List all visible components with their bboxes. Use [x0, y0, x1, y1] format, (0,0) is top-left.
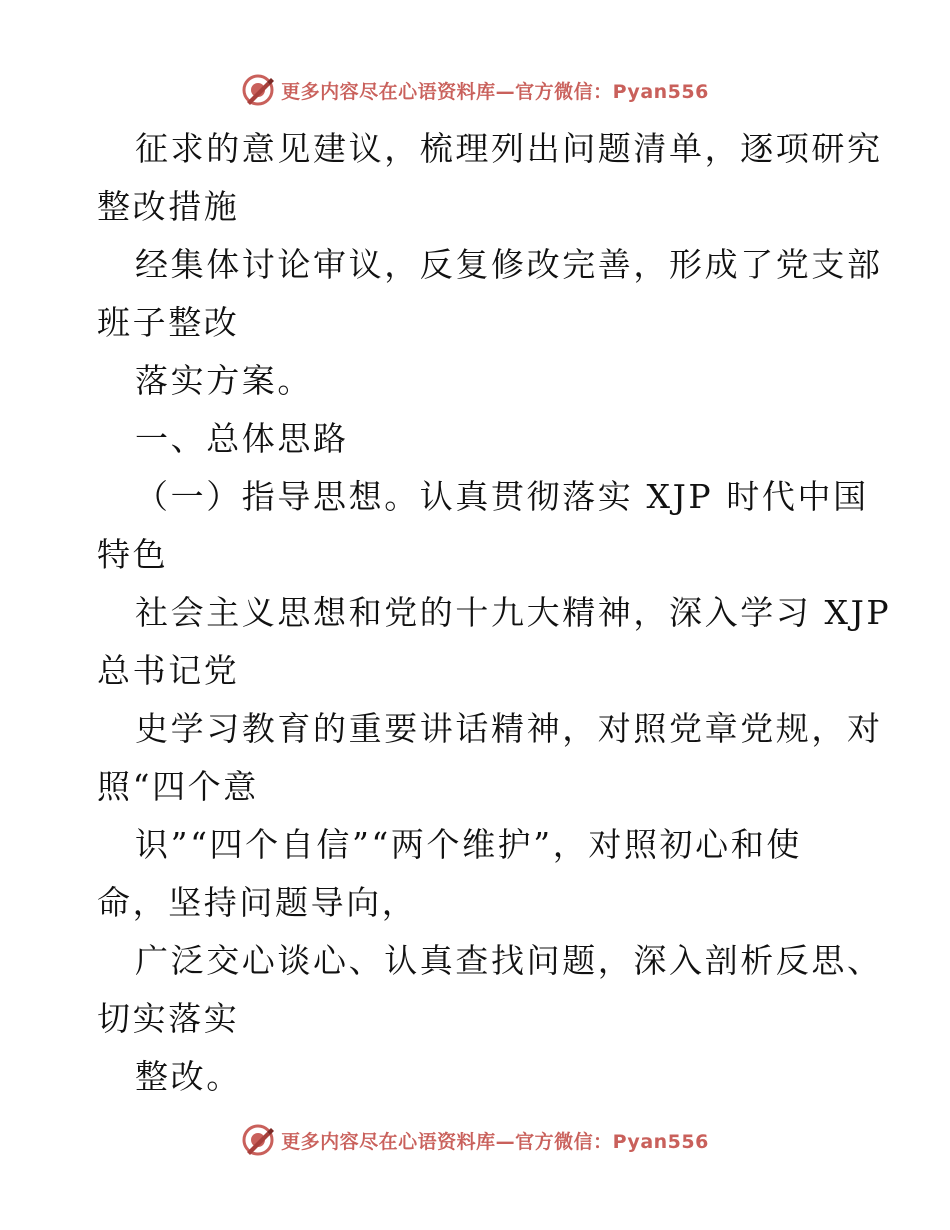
- text-line: 照“四个意: [97, 767, 259, 806]
- subsection-heading-line: （一）指导思想。认真贯彻落实 XJP 时代中国: [135, 477, 869, 516]
- document-body: [97, 120, 892, 1106]
- header-banner-text: 更多内容尽在心语资料库—官方微信：Pyan556: [281, 80, 709, 103]
- text-line: 征求的意见建议，梳理列出问题清单，逐项研究: [135, 129, 883, 168]
- pen-logo-icon: [241, 1123, 275, 1157]
- header-banner-content: [241, 73, 709, 107]
- text-line: 切实落实: [97, 999, 240, 1038]
- section-heading: 一、总体思路: [135, 419, 349, 458]
- header-banner: [0, 68, 950, 112]
- text-line: 社会主义思想和党的十九大精神，深入学习 XJP: [135, 593, 892, 632]
- text-line: 命，坚持问题导向，: [97, 883, 418, 922]
- pen-logo-icon: [241, 73, 275, 107]
- text-line: 整改。: [135, 1057, 242, 1096]
- text-line: 识”“四个自信”“两个维护”，对照初心和使: [135, 825, 802, 864]
- text-line: 整改措施: [97, 187, 240, 226]
- text-line: 史学习教育的重要讲话精神，对照党章党规，对: [135, 709, 883, 748]
- footer-banner-text: 更多内容尽在心语资料库—官方微信：Pyan556: [281, 1130, 709, 1153]
- text-line: 总书记党: [97, 651, 240, 690]
- footer-banner: [0, 1118, 950, 1162]
- text-line: 经集体讨论审议，反复修改完善，形成了党支部: [135, 245, 883, 284]
- text-line: 特色: [97, 535, 169, 574]
- footer-banner-content: [241, 1123, 709, 1157]
- text-line: 落实方案。: [135, 361, 313, 400]
- text-line: 广泛交心谈心、认真查找问题，深入剖析反思、: [135, 941, 883, 980]
- text-line: 班子整改: [97, 303, 240, 342]
